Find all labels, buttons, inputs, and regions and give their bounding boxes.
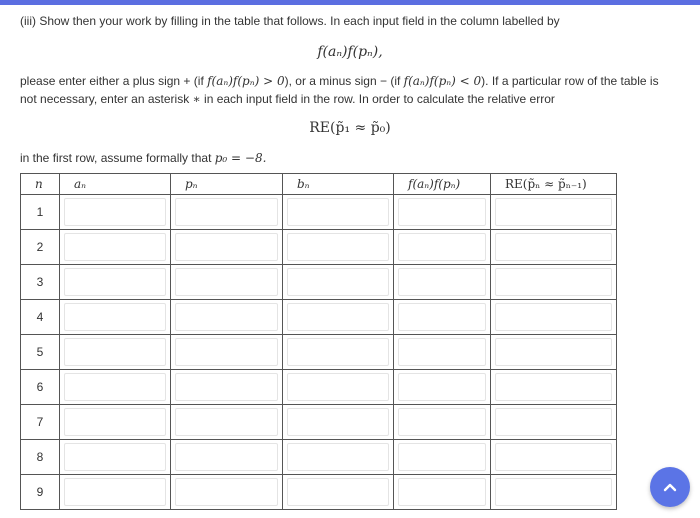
relative-error-input[interactable]: [495, 408, 612, 436]
table-cell: [283, 300, 394, 335]
bisection-table: [20, 173, 617, 510]
table-row: [21, 370, 617, 405]
row-index: 3: [21, 265, 60, 300]
p-n-input[interactable]: [175, 303, 278, 331]
table-cell: [171, 475, 283, 510]
a-n-input[interactable]: [64, 233, 166, 261]
p-n-input[interactable]: [175, 338, 278, 366]
table-cell: [491, 335, 617, 370]
sign-input[interactable]: [398, 303, 486, 331]
row-index: 4: [21, 300, 60, 335]
table-cell: [283, 230, 394, 265]
table-cell: [394, 335, 491, 370]
table-cell: [60, 440, 171, 475]
sign-input[interactable]: [398, 233, 486, 261]
p-n-input[interactable]: [175, 478, 278, 506]
table-cell: [394, 300, 491, 335]
sign-input[interactable]: [398, 443, 486, 471]
row-index: 5: [21, 335, 60, 370]
table-cell: [394, 475, 491, 510]
table-cell: [491, 230, 617, 265]
header-relative-error: RE(p̃ₙ ≈ p̃ₙ₋₁): [491, 174, 617, 195]
p-n-input[interactable]: [175, 233, 278, 261]
b-n-input[interactable]: [287, 268, 389, 296]
a-n-input[interactable]: [64, 268, 166, 296]
table-cell: [60, 230, 171, 265]
instruction-intro: (iii) Show then your work by filling in the table that follows. In each input field in the column labelled by: [20, 14, 560, 28]
a-n-input[interactable]: [64, 478, 166, 506]
table-cell: [60, 265, 171, 300]
table-cell: [60, 370, 171, 405]
table-cell: [283, 195, 394, 230]
a-n-input[interactable]: [64, 373, 166, 401]
table-cell: [491, 195, 617, 230]
table-cell: [60, 300, 171, 335]
table-row: [21, 405, 617, 440]
header-p-n: pₙ: [171, 174, 283, 195]
table-cell: [491, 475, 617, 510]
instruction-line-3: not necessary, enter an asterisk ∗ in each input field in the row. In order to calculate the relative error: [20, 92, 555, 106]
table-cell: [491, 300, 617, 335]
table-cell: [283, 265, 394, 300]
sign-input[interactable]: [398, 478, 486, 506]
b-n-input[interactable]: [287, 198, 389, 226]
b-n-input[interactable]: [287, 303, 389, 331]
b-n-input[interactable]: [287, 408, 389, 436]
table-cell: [171, 370, 283, 405]
relative-error-input[interactable]: [495, 373, 612, 401]
display-formula: f(aₙ)f(pₙ),: [317, 44, 383, 60]
table-cell: [171, 195, 283, 230]
table-cell: [283, 440, 394, 475]
table-header-row: [21, 174, 617, 195]
table-cell: [171, 230, 283, 265]
table-cell: [171, 335, 283, 370]
sign-input[interactable]: [398, 198, 486, 226]
table-cell: [171, 265, 283, 300]
relative-error-input[interactable]: [495, 198, 612, 226]
relative-error-input[interactable]: [495, 303, 612, 331]
table-cell: [171, 440, 283, 475]
instruction-line-4: in the first row, assume formally that p₀ = −8.: [20, 151, 267, 165]
a-n-input[interactable]: [64, 408, 166, 436]
table-cell: [283, 370, 394, 405]
relative-error-input[interactable]: [495, 338, 612, 366]
table-cell: [394, 440, 491, 475]
table-cell: [394, 230, 491, 265]
p-n-input[interactable]: [175, 373, 278, 401]
table-cell: [491, 440, 617, 475]
row-index: 7: [21, 405, 60, 440]
table-row: [21, 230, 617, 265]
table-cell: [394, 195, 491, 230]
table-cell: [394, 370, 491, 405]
p-n-input[interactable]: [175, 268, 278, 296]
sign-input[interactable]: [398, 268, 486, 296]
relative-error-input[interactable]: [495, 478, 612, 506]
a-n-input[interactable]: [64, 338, 166, 366]
table-row: [21, 300, 617, 335]
table-row: [21, 335, 617, 370]
table-cell: [394, 265, 491, 300]
table-row: [21, 195, 617, 230]
b-n-input[interactable]: [287, 338, 389, 366]
b-n-input[interactable]: [287, 373, 389, 401]
table-cell: [283, 405, 394, 440]
relative-error-input[interactable]: [495, 268, 612, 296]
relative-error-formula: RE(p̃₁ ≈ p̃₀): [309, 120, 391, 136]
b-n-input[interactable]: [287, 443, 389, 471]
p-n-input[interactable]: [175, 198, 278, 226]
table-cell: [60, 405, 171, 440]
instruction-line-2: please enter either a plus sign + (if f(aₙ)f(pₙ) > 0), or a minus sign − (if f(aₙ)f(pₙ) < 0). If a particular row of the table is: [20, 74, 659, 88]
relative-error-input[interactable]: [495, 233, 612, 261]
table-cell: [283, 335, 394, 370]
a-n-input[interactable]: [64, 303, 166, 331]
table-cell: [491, 265, 617, 300]
b-n-input[interactable]: [287, 478, 389, 506]
header-b-n: bₙ: [283, 174, 394, 195]
table-cell: [171, 405, 283, 440]
table-cell: [491, 370, 617, 405]
table-cell: [60, 475, 171, 510]
sign-input[interactable]: [398, 373, 486, 401]
header-a-n: aₙ: [60, 174, 171, 195]
chevron-up-icon: [662, 479, 678, 495]
relative-error-input[interactable]: [495, 443, 612, 471]
table-cell: [60, 335, 171, 370]
sign-input[interactable]: [398, 408, 486, 436]
scroll-top-button[interactable]: [650, 467, 690, 507]
table-cell: [491, 405, 617, 440]
p-n-input[interactable]: [175, 408, 278, 436]
row-index: 1: [21, 195, 60, 230]
table-cell: [394, 405, 491, 440]
table-cell: [283, 475, 394, 510]
row-index: 2: [21, 230, 60, 265]
row-index: 6: [21, 370, 60, 405]
b-n-input[interactable]: [287, 233, 389, 261]
table-row: [21, 265, 617, 300]
a-n-input[interactable]: [64, 443, 166, 471]
table-row: [21, 475, 617, 510]
header-sign: f(aₙ)f(pₙ): [394, 174, 491, 195]
table-row: [21, 440, 617, 475]
row-index: 8: [21, 440, 60, 475]
table-cell: [60, 195, 171, 230]
a-n-input[interactable]: [64, 198, 166, 226]
sign-input[interactable]: [398, 338, 486, 366]
table-cell: [171, 300, 283, 335]
p-n-input[interactable]: [175, 443, 278, 471]
top-accent-bar: [0, 0, 700, 5]
header-n: n: [21, 174, 60, 195]
row-index: 9: [21, 475, 60, 510]
